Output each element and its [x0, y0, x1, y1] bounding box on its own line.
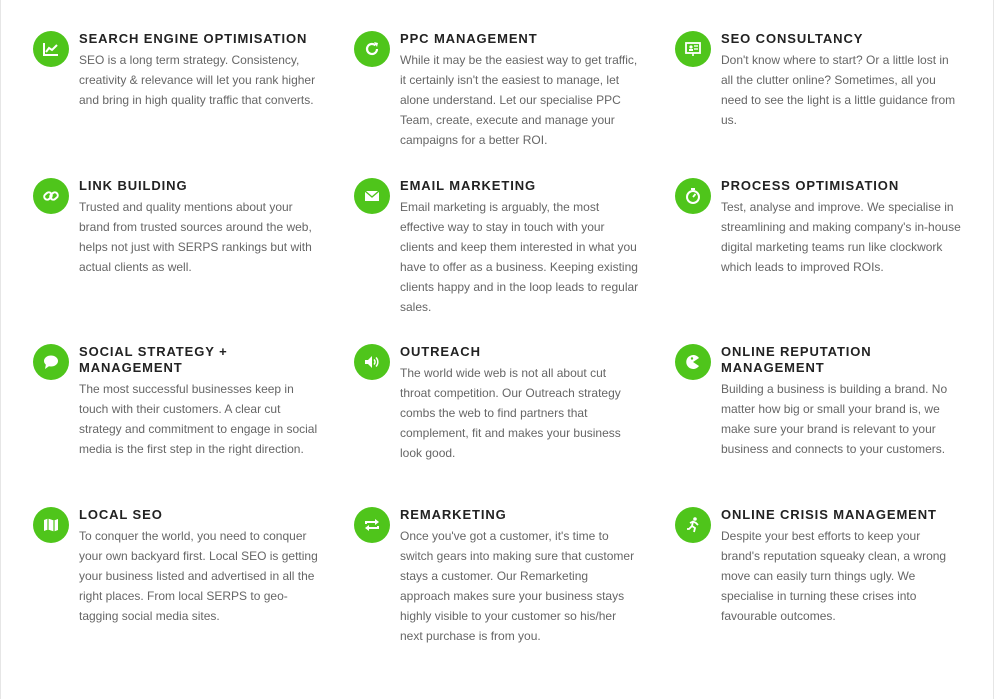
pacman-icon: [675, 344, 711, 380]
service-description: Trusted and quality mentions about your brand from trusted sources around the web, helps not just with SERPS rankings but with actual clients as well.: [79, 200, 312, 274]
running-man-icon: [675, 507, 711, 543]
service-title: REMARKETING: [400, 507, 507, 522]
service-description: SEO is a long term strategy. Consistency, creativity & relevance will let you rank higher and bring in high quality traffic that converts.: [79, 53, 316, 107]
envelope-icon: [354, 178, 390, 214]
service-description: Despite your best efforts to keep your brand's reputation squeaky clean, a wrong move can easily turn things ugly. We specialise in turning these crises into favourable outcomes.: [721, 529, 947, 623]
service-description: Email marketing is arguably, the most effective way to stay in touch with your clients and keep them interested in what you have to offer as a business. Keeping existing clients happy and in the loop leads to regular sales.: [400, 200, 639, 314]
service-description: Building a business is building a brand. No matter how big or small your brand is, we make sure your brand is relevant to your business and connects to your customers.: [721, 382, 948, 456]
line-chart-icon: [33, 31, 69, 67]
service-description: The most successful businesses keep in touch with their customers. A clear cut strategy and commitment to engage in social media is the first step in the right direction.: [79, 382, 318, 456]
service-title: OUTREACH: [400, 344, 481, 359]
service-description: The world wide web is not all about cut throat competition. Our Outreach strategy combs the web to find partners that complement, fit and makes your business look good.: [400, 366, 621, 460]
service-title: SEARCH ENGINE OPTIMISATION: [79, 31, 308, 46]
service-title: ONLINE REPUTATION MANAGEMENT: [721, 344, 872, 375]
service-description: Once you've got a customer, it's time to switch gears into making sure that customer stays a customer. Our Remarketing approach makes sure your business stays highly visible to your customer so his/her next purchase is from you.: [400, 529, 635, 643]
service-title: SEO CONSULTANCY: [721, 31, 864, 46]
service-description: Test, analyse and improve. We specialise in streamlining and making company's in-house digital marketing teams run like clockwork which leads to improved ROIs.: [721, 200, 961, 274]
service-title: LINK BUILDING: [79, 178, 188, 193]
service-title: ONLINE CRISIS MANAGEMENT: [721, 507, 937, 522]
speech-bubble-icon: [33, 344, 69, 380]
presentation-icon: [675, 31, 711, 67]
service-title: SOCIAL STRATEGY + MANAGEMENT: [79, 344, 228, 375]
map-icon: [33, 507, 69, 543]
link-icon: [33, 178, 69, 214]
refresh-icon: [354, 31, 390, 67]
speaker-icon: [354, 344, 390, 380]
stopwatch-icon: [675, 178, 711, 214]
service-description: While it may be the easiest way to get traffic, it certainly isn't the easiest to manage, let alone understand. Let our specialise PPC Team, create, execute and manage your campaigns for a better ROI.: [400, 53, 638, 147]
swap-arrows-icon: [354, 507, 390, 543]
service-title: PROCESS OPTIMISATION: [721, 178, 900, 193]
service-description: Don't know where to start? Or a little lost in all the clutter online? Sometimes, all you need to see the light is a little guidance from us.: [721, 53, 956, 127]
service-title: PPC MANAGEMENT: [400, 31, 538, 46]
service-description: To conquer the world, you need to conquer your own backyard first. Local SEO is getting your business listed and advertised in all the right places. From local SERPS to geo-tagging social media sites.: [79, 529, 318, 623]
service-title: EMAIL MARKETING: [400, 178, 537, 193]
service-title: LOCAL SEO: [79, 507, 163, 522]
